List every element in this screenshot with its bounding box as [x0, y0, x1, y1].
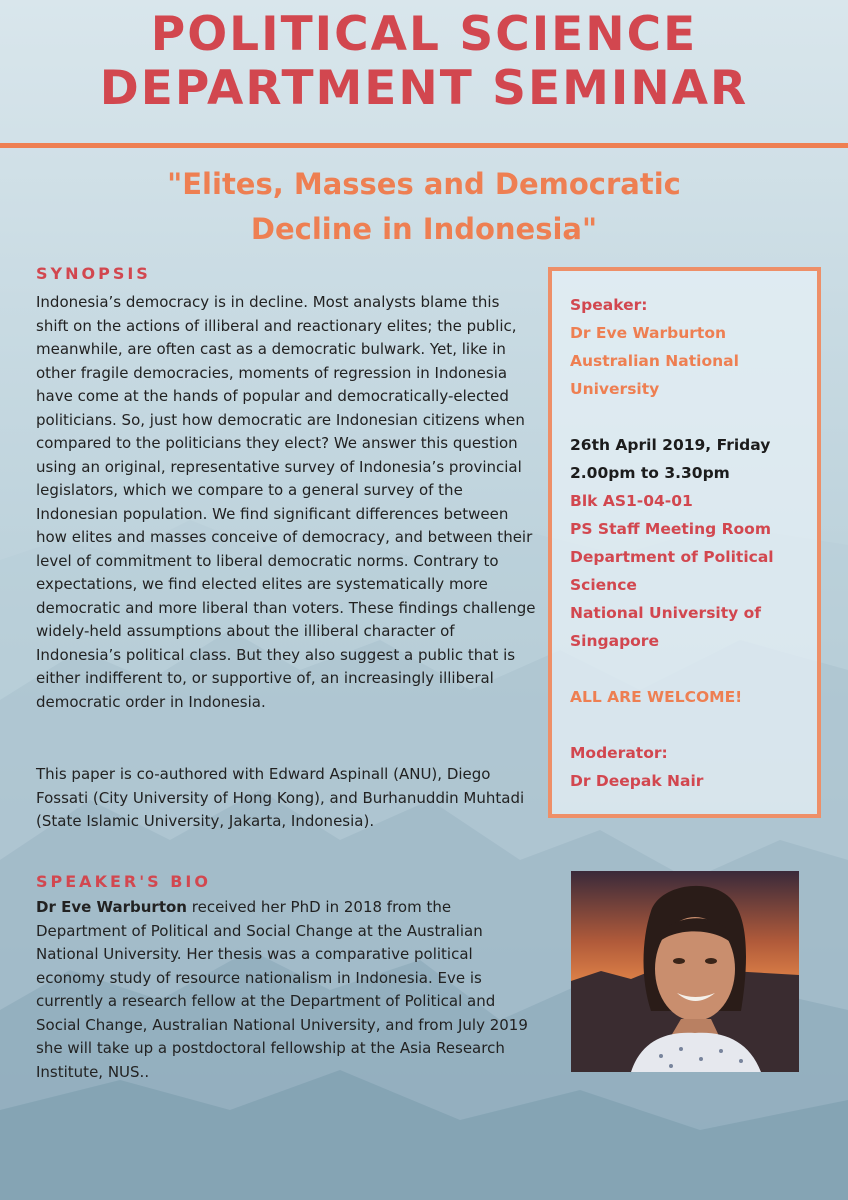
event-time: 2.00pm to 3.30pm: [570, 464, 730, 482]
seminar-title: [0, 8, 848, 116]
moderator-name: Dr Deepak Nair: [570, 772, 704, 790]
speaker-label: Speaker:: [570, 296, 648, 314]
venue-line: Blk AS1-04-01: [570, 492, 693, 510]
speaker-photo: [571, 871, 799, 1072]
bio-body: received her PhD in 2018 from the Department of Political and Social Change at the Australian National University. Her thesis was a comparative political economy study of resource nationalism in Indonesia. Eve is currently a research fellow at the Department of Political and Social Change, Australian National University, and from July 2019 she will take up a postdoctoral fellowship at the Asia Research Institute, NUS..: [36, 898, 528, 1081]
speaker-portrait-icon: [571, 871, 799, 1072]
event-date: 26th April 2019, Friday: [570, 436, 771, 454]
talk-title-line1: "Elites, Masses and Democratic: [167, 167, 681, 201]
talk-title: [74, 162, 774, 252]
speaker-bio-heading: SPEAKER'S BIO: [36, 872, 211, 891]
venue-line: Department of Political: [570, 548, 774, 566]
event-info-box: [548, 267, 821, 818]
seminar-title-line2: DEPARTMENT SEMINAR: [99, 61, 749, 116]
speaker-affiliation-line1: Australian National: [570, 352, 739, 370]
venue-line: Singapore: [570, 632, 659, 650]
venue-line: Science: [570, 576, 637, 594]
speaker-bio-text: [36, 896, 536, 1084]
title-divider: [0, 143, 848, 148]
moderator-label: Moderator:: [570, 744, 668, 762]
coauthors-text: This paper is co-authored with Edward Aspinall (ANU), Diego Fossati (City University of Hong Kong), and Burhanuddin Muhtadi (State Islamic University, Jakarta, Indonesia).: [36, 765, 525, 830]
venue-line: PS Staff Meeting Room: [570, 520, 771, 538]
synopsis-text: Indonesia’s democracy is in decline. Most analysts blame this shift on the actions of illiberal and reactionary elites; the public, meanwhile, are often cast as a democratic bulwark. Yet, like in other fragile democracies, moments of regression in Indonesia have come at the hands of popular and democratically-elected politicians. So, just how democratic are Indonesian citizens when compared to the politicians they elect? We answer this question using an original, representative survey of Indonesia’s provincial legislators, which we compare to a general survey of the Indonesian population. We find significant differences between how elites and masses conceive of democracy, and between their level of commitment to liberal democratic norms. Contrary to expectations, we find elected elites are systematically more democratic and more liberal than voters. These findings challenge widely-held assumptions about the illiberal character of Indonesia’s political class. But they also suggest a public that is either indifferent to, or supportive of, an increasingly illiberal democratic order in Indonesia.: [36, 293, 536, 711]
welcome-text: ALL ARE WELCOME!: [570, 688, 743, 706]
talk-title-line2: Decline in Indonesia": [250, 212, 598, 246]
venue-line: National University of: [570, 604, 762, 622]
speaker-affiliation-line2: University: [570, 380, 660, 398]
seminar-title-line1: POLITICAL SCIENCE: [150, 7, 698, 62]
bio-speaker-name: Dr Eve Warburton: [36, 898, 187, 916]
speaker-name: Dr Eve Warburton: [570, 324, 727, 342]
synopsis-heading: SYNOPSIS: [36, 264, 151, 283]
